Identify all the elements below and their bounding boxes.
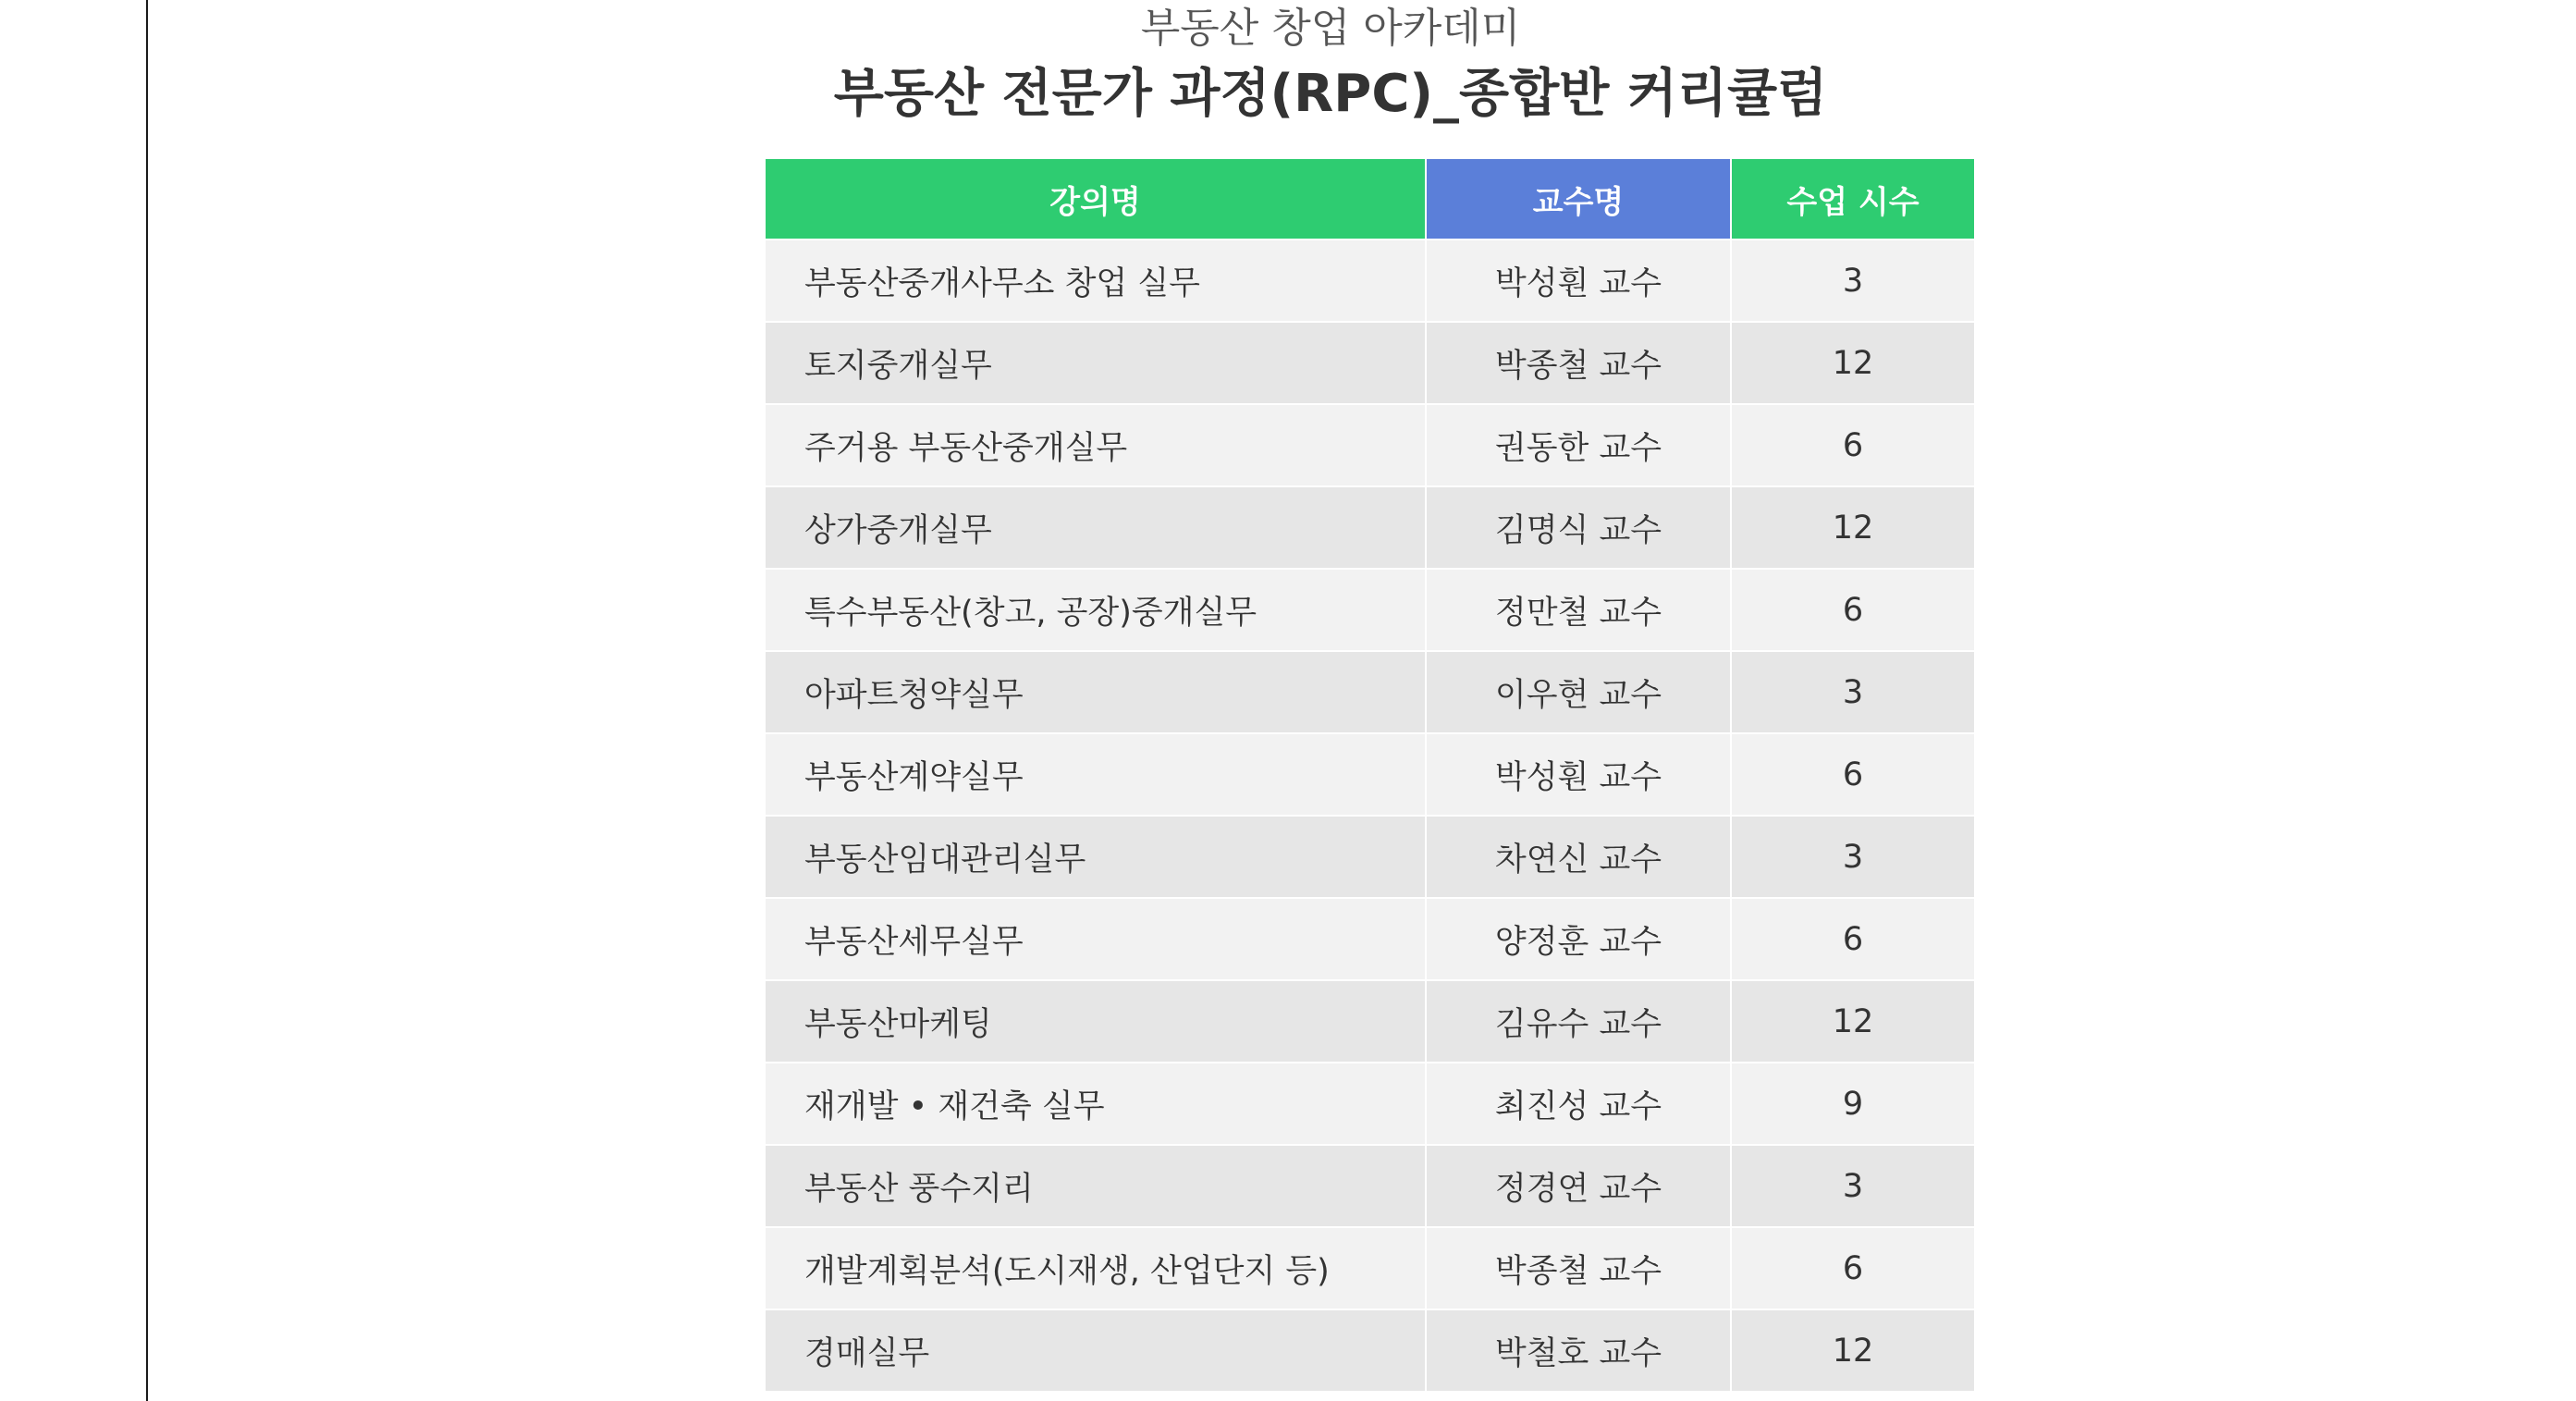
lecture-cell: 부동산세무실무 [766,898,1426,980]
professor-cell: 김유수 교수 [1426,980,1731,1063]
professor-cell: 박성훤 교수 [1426,733,1731,816]
professor-cell: 정만철 교수 [1426,569,1731,651]
hours-cell: 9 [1731,1063,1974,1145]
hours-cell: 12 [1731,1309,1974,1391]
title-block [0,0,2576,139]
hours-cell: 6 [1731,898,1974,980]
professor-cell: 차연신 교수 [1426,816,1731,898]
professor-cell: 박종철 교수 [1426,1227,1731,1309]
hours-cell: 12 [1731,486,1974,569]
column-header-lecture: 강의명 [766,159,1426,240]
lecture-cell: 부동산임대관리실무 [766,816,1426,898]
hours-cell: 3 [1731,816,1974,898]
hours-cell: 6 [1731,404,1974,486]
professor-cell: 정경연 교수 [1426,1145,1731,1227]
professor-cell: 박종철 교수 [1426,322,1731,404]
table-row [766,1227,1974,1309]
column-header-hours: 수업 시수 [1731,159,1974,240]
table-row [766,404,1974,486]
lecture-cell: 토지중개실무 [766,322,1426,404]
table-row [766,486,1974,569]
professor-cell: 최진성 교수 [1426,1063,1731,1145]
hours-cell: 12 [1731,322,1974,404]
hours-cell: 6 [1731,733,1974,816]
table-row [766,816,1974,898]
table-row [766,651,1974,733]
lecture-cell: 재개발 • 재건축 실무 [766,1063,1426,1145]
professor-cell: 이우현 교수 [1426,651,1731,733]
hours-cell: 3 [1731,1145,1974,1227]
lecture-cell: 주거용 부동산중개실무 [766,404,1426,486]
lecture-cell: 부동산마케팅 [766,980,1426,1063]
lecture-cell: 부동산계약실무 [766,733,1426,816]
lecture-cell: 아파트청약실무 [766,651,1426,733]
professor-cell: 양정훈 교수 [1426,898,1731,980]
header-row [766,159,1974,240]
table-body [766,240,1974,1391]
table-row [766,898,1974,980]
lecture-cell: 경매실무 [766,1309,1426,1391]
hours-cell: 6 [1731,1227,1974,1309]
professor-cell: 권동한 교수 [1426,404,1731,486]
table-row [766,322,1974,404]
professor-cell: 박철호 교수 [1426,1309,1731,1391]
lecture-cell: 개발계획분석(도시재생, 산업단지 등) [766,1227,1426,1309]
table-row [766,1063,1974,1145]
professor-cell: 김명식 교수 [1426,486,1731,569]
professor-cell: 박성훤 교수 [1426,240,1731,322]
table-row [766,240,1974,322]
hours-cell: 12 [1731,980,1974,1063]
curriculum-table [766,159,1974,1391]
table-row [766,980,1974,1063]
hours-cell: 3 [1731,240,1974,322]
page-subtitle: 부동산 창업 아카데미 [1140,5,1521,52]
left-border-line [146,0,148,1401]
column-header-professor: 교수명 [1426,159,1731,240]
table-header [766,159,1974,240]
table-row [766,1309,1974,1391]
hours-cell: 6 [1731,569,1974,651]
lecture-cell: 특수부동산(창고, 공장)중개실무 [766,569,1426,651]
page-title: 부동산 전문가 과정(RPC)_종합반 커리큘럼 [833,64,1828,124]
table-row [766,733,1974,816]
lecture-cell: 부동산중개사무소 창업 실무 [766,240,1426,322]
table-row [766,569,1974,651]
lecture-cell: 상가중개실무 [766,486,1426,569]
lecture-cell: 부동산 풍수지리 [766,1145,1426,1227]
hours-cell: 3 [1731,651,1974,733]
table-row [766,1145,1974,1227]
